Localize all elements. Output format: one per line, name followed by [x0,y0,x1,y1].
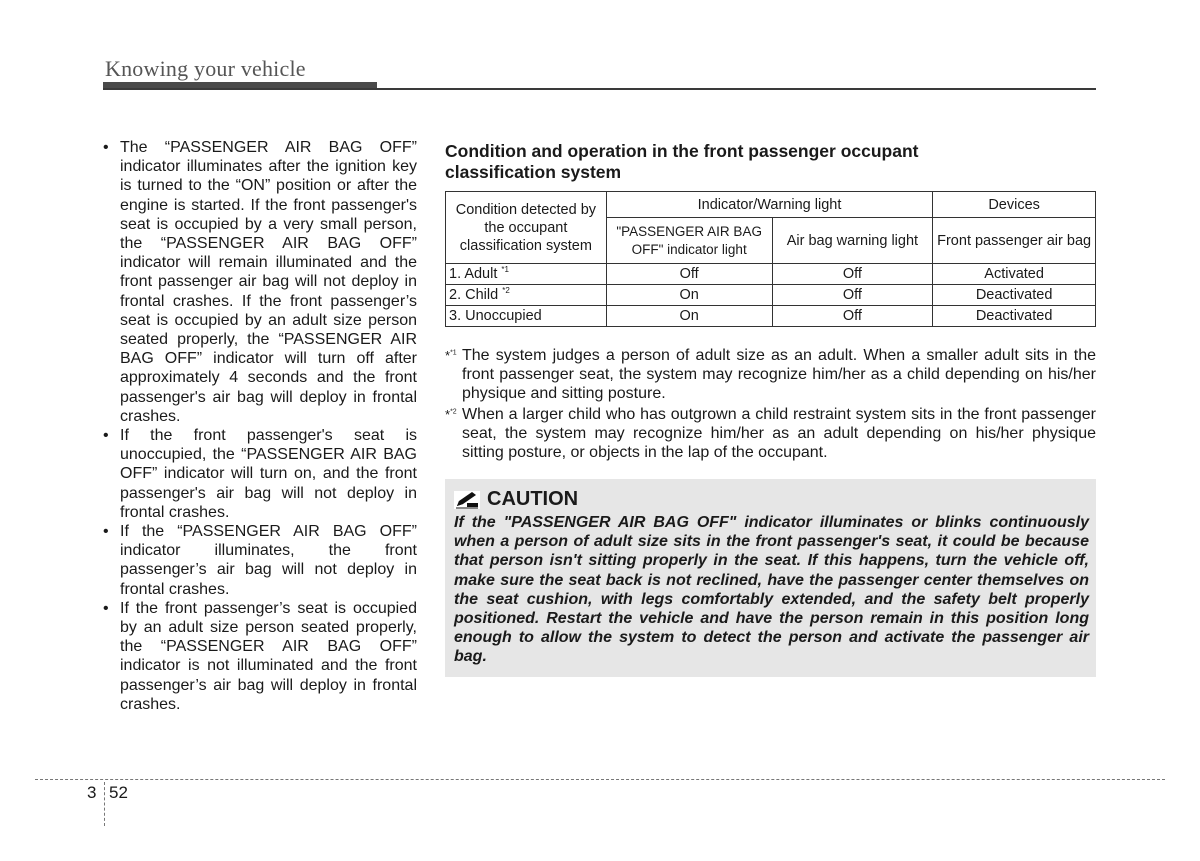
footnotes [445,346,1096,463]
table-row [446,285,1096,306]
bullet-item: • The “PASSENGER AIR BAG OFF” indicator illuminates after the ignition key is turned to the “ON” position or after the engine is started. If the front passenger's seat is occupied by a very small person, the “PASSENGER AIR BAG OFF” indicator will remain illuminated and the front passenger air bag will not deploy in frontal crashes. If the front passenger’s seat is occupied by an adult size person seated properly, the “PASSENGER AIR BAG OFF” indicator will turn off after approximately 4 seconds and the front passenger's air bag will deploy in frontal crashes. [103,139,417,425]
table-cell-indicator: On [606,285,772,306]
caution-title: CAUTION [487,488,579,510]
table-cell-warning: Off [772,285,933,306]
caution-box [445,479,1096,677]
left-column [103,138,417,714]
table-cell-indicator: Off [606,264,772,285]
bullet-item: • If the “PASSENGER AIR BAG OFF” indicator illuminates, the front passenger’s air bag will not deploy in frontal crashes. [103,523,417,598]
table-subheader-airbag: Front passenger air bag [933,218,1096,264]
table-header-indicator-group: Indicator/Warning light [606,192,932,218]
right-column [445,141,1096,182]
table-cell-warning: Off [772,264,933,285]
table-cell-condition: 2. Child $^{*2}$ [446,285,607,306]
header-rule [103,88,1096,90]
occupant-classification-table [445,191,1096,327]
table-header-condition: Condition detected by the occupant classification system [446,192,607,264]
caution-text: If the "PASSENGER AIR BAG OFF" indicator illuminates or blinks continuously when a person of adult size sits in the front passenger's seat, it could be because that person isn't sitting properly in the seat. If this happens, turn the vehicle off, make sure the seat back is not reclined, have the passenger center themselves on the seat cushion, with legs comfortably extended, and the safety belt properly positioned. Restart the vehicle and have the person remain in this position long enough to allow the system to detect the person and activate the passenger air bag. [454,514,1089,666]
table-row [446,264,1096,285]
page-number: 52 [109,783,128,802]
table-cell-warning: Off [772,306,933,327]
table-row [446,306,1096,327]
footer-vertical-divider [104,782,105,826]
footnote-1: *$^{*1}$ The system judges a person of adult size as an adult. When a smaller adult sits in the front passenger seat, the system may recognize him/her as a child depending on his/her physique and sitting posture. [445,347,1096,403]
section-title: Condition and operation in the front passenger occupant classification system [445,141,919,182]
table-cell-condition: 3. Unoccupied [446,306,607,327]
table-header-devices: Devices [933,192,1096,218]
footer-divider [35,779,1165,780]
caution-header [454,488,578,511]
table-cell-airbag: Deactivated [933,285,1096,306]
chapter-number: 3 [87,783,97,802]
table-cell-airbag: Activated [933,264,1096,285]
table-subheader-indicator: "PASSENGER AIR BAG OFF" indicator light [606,218,772,264]
table-subheader-warning: Air bag warning light [772,218,933,264]
bullet-item: • If the front passenger's seat is unoccupied, the “PASSENGER AIR BAG OFF” indicator will turn on, and the front passenger's air bag will not deploy in frontal crashes. [103,427,417,521]
bullet-list [103,138,417,714]
bullet-item: • If the front passenger’s seat is occupied by an adult size person seated properly, the “PASSENGER AIR BAG OFF” indicator is not illuminated and the front passenger’s air bag will deploy in frontal crashes. [103,599,417,713]
page-header-title: Knowing your vehicle [105,56,306,81]
footnote-2: *$^{*2}$ When a larger child who has outgrown a child restraint system sits in the front passenger seat, the system may recognize him/her as an adult depending on his/her physique sitting posture, or objects in the lap of the occupant. [445,405,1096,462]
table-cell-condition: 1. Adult $^{*1}$ [446,264,607,285]
table-cell-indicator: On [606,306,772,327]
table-cell-airbag: Deactivated [933,306,1096,327]
caution-pencil-icon [454,491,480,509]
